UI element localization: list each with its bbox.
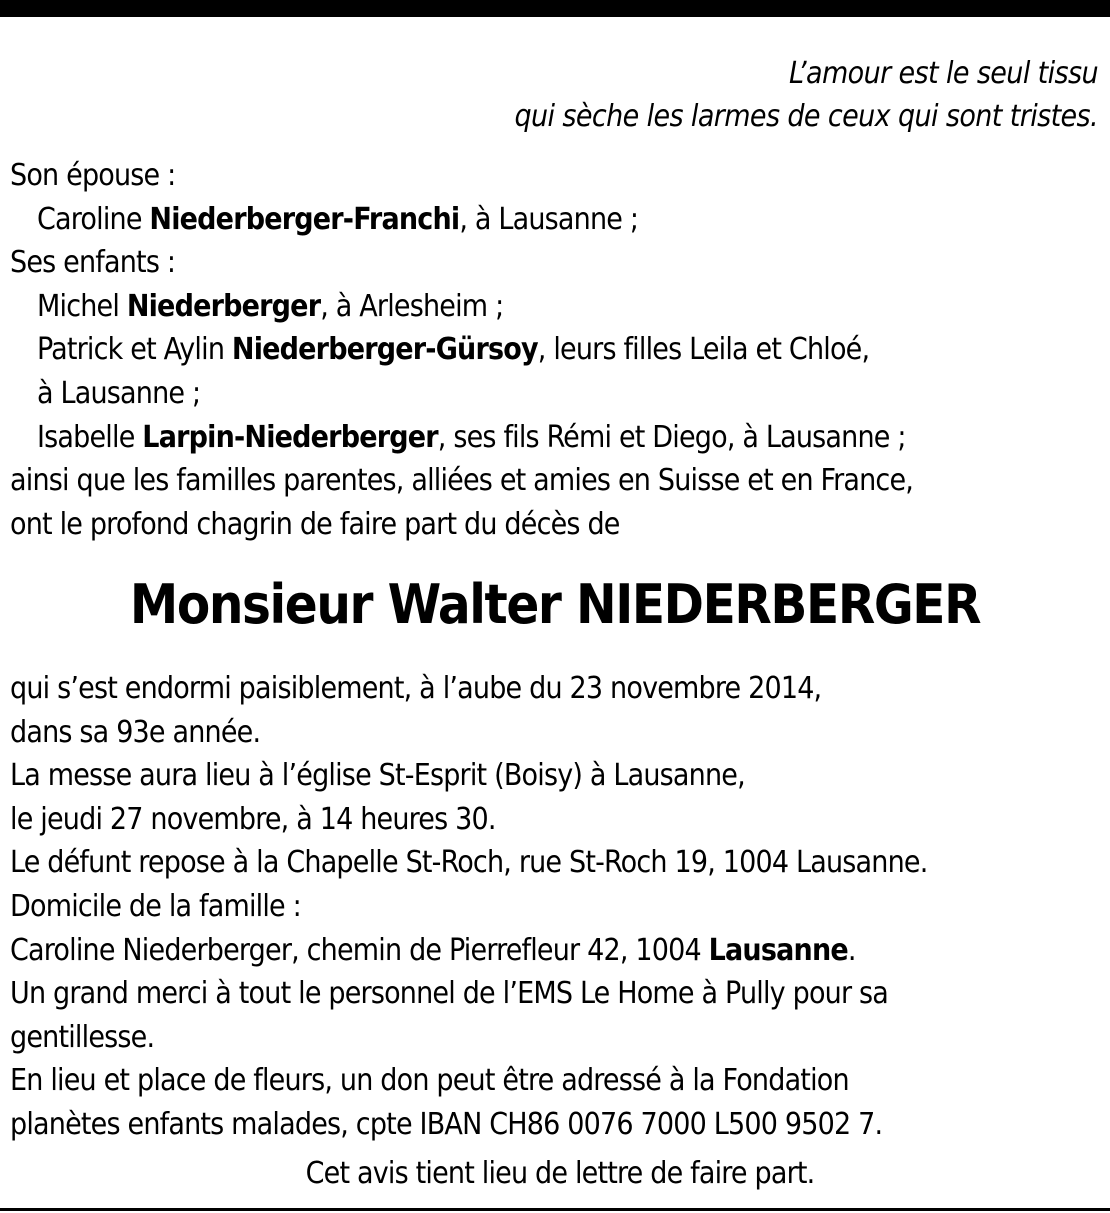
child-first-name: Isabelle xyxy=(37,419,143,455)
details-block xyxy=(10,667,927,1147)
announcement-line: ont le profond chagrin de faire part du décès de xyxy=(10,506,620,542)
details-line: dans sa 93e année. xyxy=(10,714,261,750)
child-entry xyxy=(10,285,913,329)
address-period: . xyxy=(847,932,856,968)
child-entry xyxy=(10,416,913,460)
details-line: La messe aura lieu à l’église St-Esprit (Boisy) à Lausanne, xyxy=(10,758,745,794)
child-surname: Larpin-Niederberger xyxy=(142,419,438,455)
child-descendants: , leurs filles Leila et Chloé, xyxy=(537,332,870,368)
details-line: qui s’est endormi paisiblement, à l’aube du 23 novembre 2014, xyxy=(10,671,822,706)
spouse-first-name: Caroline xyxy=(37,201,150,237)
details-line: Le défunt repose à la Chapelle St-Roch, rue St-Roch 19, 1004 Lausanne. xyxy=(10,845,928,881)
details-line: Un grand merci à tout le personnel de l’EMS Le Home à Pully pour sa xyxy=(10,976,889,1012)
details-line: En lieu et place de fleurs, un don peut être adressé à la Fondation xyxy=(10,1063,849,1099)
spouse-surname: Niederberger-Franchi xyxy=(149,201,460,237)
footer-note: Cet avis tient lieu de lettre de faire part. xyxy=(305,1156,815,1191)
top-border-rule xyxy=(0,0,1110,17)
child-first-name: Michel xyxy=(37,288,127,324)
family-list xyxy=(10,154,913,546)
relatives-line: ainsi que les familles parentes, alliées et amies en Suisse et en France, xyxy=(10,463,914,499)
children-heading: Ses enfants : xyxy=(10,245,176,281)
spouse-location: , à Lausanne ; xyxy=(459,201,639,237)
address-city: Lausanne xyxy=(708,932,848,968)
details-line: Domicile de la famille : xyxy=(10,888,301,924)
child-descendants: , ses fils Rémi et Diego, à Lausanne ; xyxy=(437,419,906,455)
details-line: gentillesse. xyxy=(10,1019,155,1055)
family-address xyxy=(10,929,927,973)
epigraph-line: qui sèche les larmes de ceux qui sont tristes. xyxy=(514,99,1098,134)
details-line: le jeudi 27 novembre, à 14 heures 30. xyxy=(10,801,496,837)
child-entry xyxy=(10,328,913,372)
details-line: planètes enfants malades, cpte IBAN CH86 0076 7000 L500 9502 7. xyxy=(10,1106,883,1142)
child-location: , à Arlesheim ; xyxy=(320,288,504,324)
child-location: à Lausanne ; xyxy=(37,375,201,411)
address-street: Caroline Niederberger, chemin de Pierrefleur 42, 1004 xyxy=(10,932,709,968)
bottom-border-rule xyxy=(0,1208,1110,1211)
child-first-name: Patrick et Aylin xyxy=(37,332,232,368)
epigraph-line: L’amour est le seul tissu xyxy=(789,56,1098,91)
child-surname: Niederberger-Gürsoy xyxy=(231,332,538,368)
spouse-heading: Son épouse : xyxy=(10,158,176,193)
child-surname: Niederberger xyxy=(126,288,321,324)
spouse-entry xyxy=(10,198,913,242)
epigraph-quote xyxy=(514,52,1098,138)
deceased-name-heading: Monsieur Walter NIEDERBERGER xyxy=(129,573,981,636)
